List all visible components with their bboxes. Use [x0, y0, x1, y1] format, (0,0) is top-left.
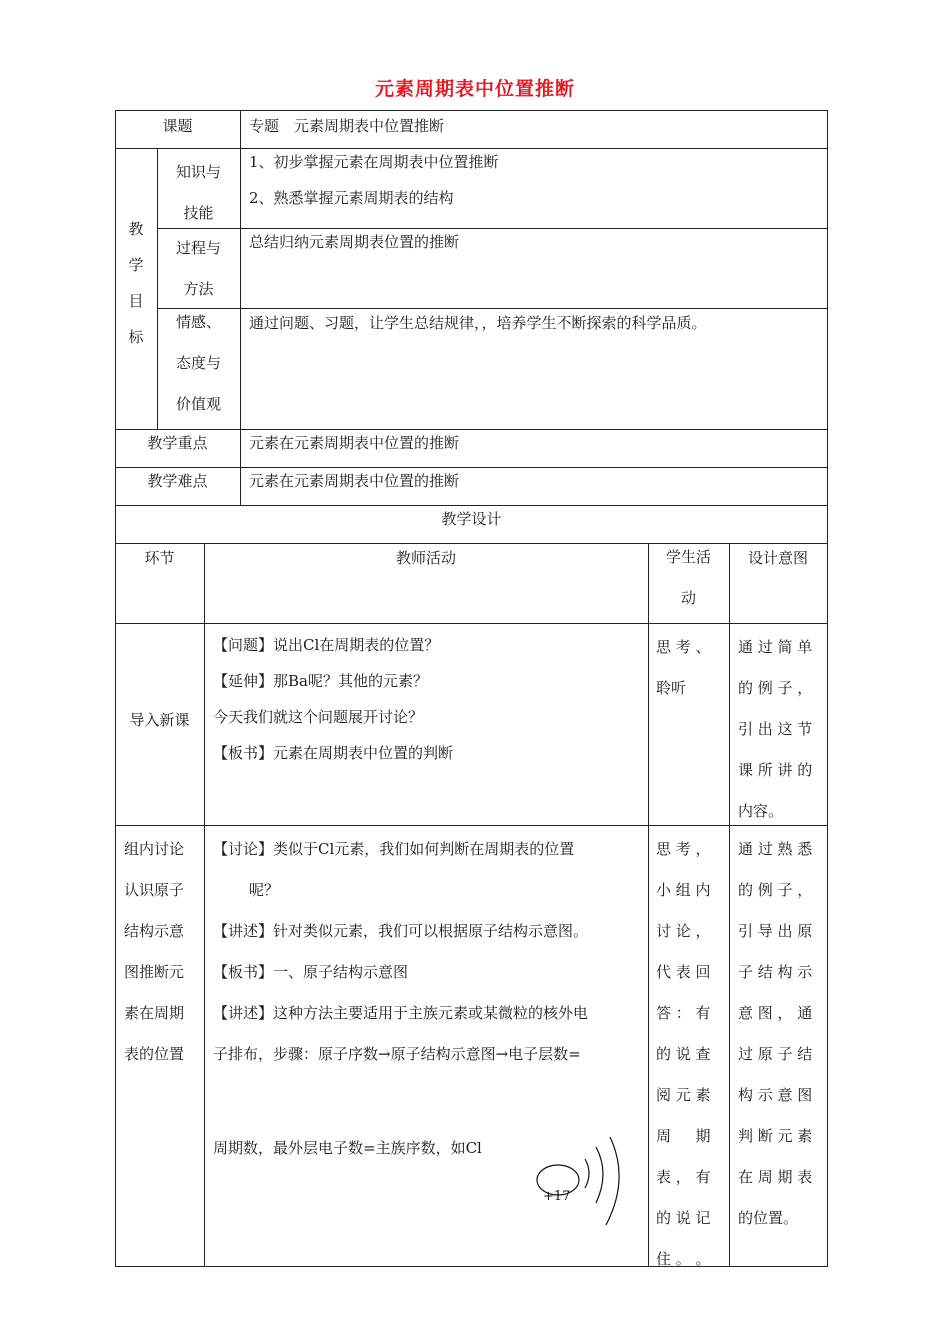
row2-student: 思 考 ， 小 组 内 讨 论 ， 代 表 回 答 ： 有 的 说 查 阅 元 素 周 期 表 ， 有 的 说 记 住 。 。: [656, 840, 711, 1268]
key-point-value: 元素在元素周期表中位置的推断: [249, 434, 460, 452]
row2-intent: 通 过 熟 悉 的 例 子 ， 引 导 出 原 子 结 构 示 意 图 ， 通 过 原 子 结 构 示 意 图 判 断 元 素 在 周 期 表 的位置。: [738, 840, 813, 1227]
electron-shell-arc-2: [596, 1147, 603, 1203]
difficulty-value: 元素在元素周期表中位置的推断: [249, 472, 460, 490]
knowledge-label: 知识与 技能: [175, 163, 221, 222]
row1-intent: 通 过 简 单 的 例 子 ， 引 出 这 节 课 所 讲 的 内容。: [738, 638, 813, 820]
row1-stage: 导入新课: [129, 711, 190, 729]
header-stage: 环节: [144, 549, 175, 567]
emotion-label: 情感、 态度与 价值观: [175, 313, 221, 413]
knowledge-item: 2、熟悉掌握元素周期表的结构: [249, 189, 454, 207]
row2-teacher: 【讨论】类似于Cl元素，我们如何判断在周期表的位置 呢？ 【讲述】针对类似元素，我们可以根据原子结构示意图。 【板书】一、原子结构示意图 【讲述】这种方法主要适用于主族元素或某微粒的核外电 子排布，步骤：原子序数→原子结构示意图→电子层数= 周期数，最外层电子数=主族序数，如Cl: [213, 840, 589, 1157]
knowledge-item: 1、初步掌握元素在周期表中位置推断: [249, 153, 499, 171]
key-point-label: 教学重点: [147, 434, 208, 452]
electron-shell-arc-1: [585, 1159, 589, 1188]
nucleus-label: +17: [543, 1189, 571, 1204]
header-student: 学生活 动: [665, 548, 711, 607]
row1-student: 思 考 、 聆听: [656, 638, 711, 697]
row1-teacher: 【问题】说出Cl在周期表的位置？ 【延伸】那Ba呢？其他的元素？ 今天我们就这个问题展开讨论？ 【板书】元素在周期表中位置的判断: [213, 636, 454, 762]
emotion-value: 通过问题、习题，让学生总结规律，，培养学生不断探索的科学品质。: [249, 314, 707, 332]
row2-stage: 组内讨论 认识原子 结构示意 图推断元 素在周期 表的位置: [124, 840, 185, 1063]
objectives-label: 教 学 目 标: [128, 220, 144, 346]
difficulty-label: 教学难点: [147, 472, 208, 490]
atom-structure-diagram: [530, 1135, 640, 1230]
document-title: 元素周期表中位置推断: [374, 78, 575, 100]
header-intent: 设计意图: [747, 549, 808, 567]
course-label: 课题: [162, 117, 193, 135]
course-value: 专题 元素周期表中位置推断: [249, 117, 445, 135]
design-title: 教学设计: [441, 510, 502, 528]
process-label: 过程与 方法: [175, 239, 221, 298]
header-teacher: 教师活动: [395, 549, 456, 567]
electron-shell-arc-3: [606, 1137, 619, 1225]
process-value: 总结归纳元素周期表位置的推断: [249, 233, 460, 251]
